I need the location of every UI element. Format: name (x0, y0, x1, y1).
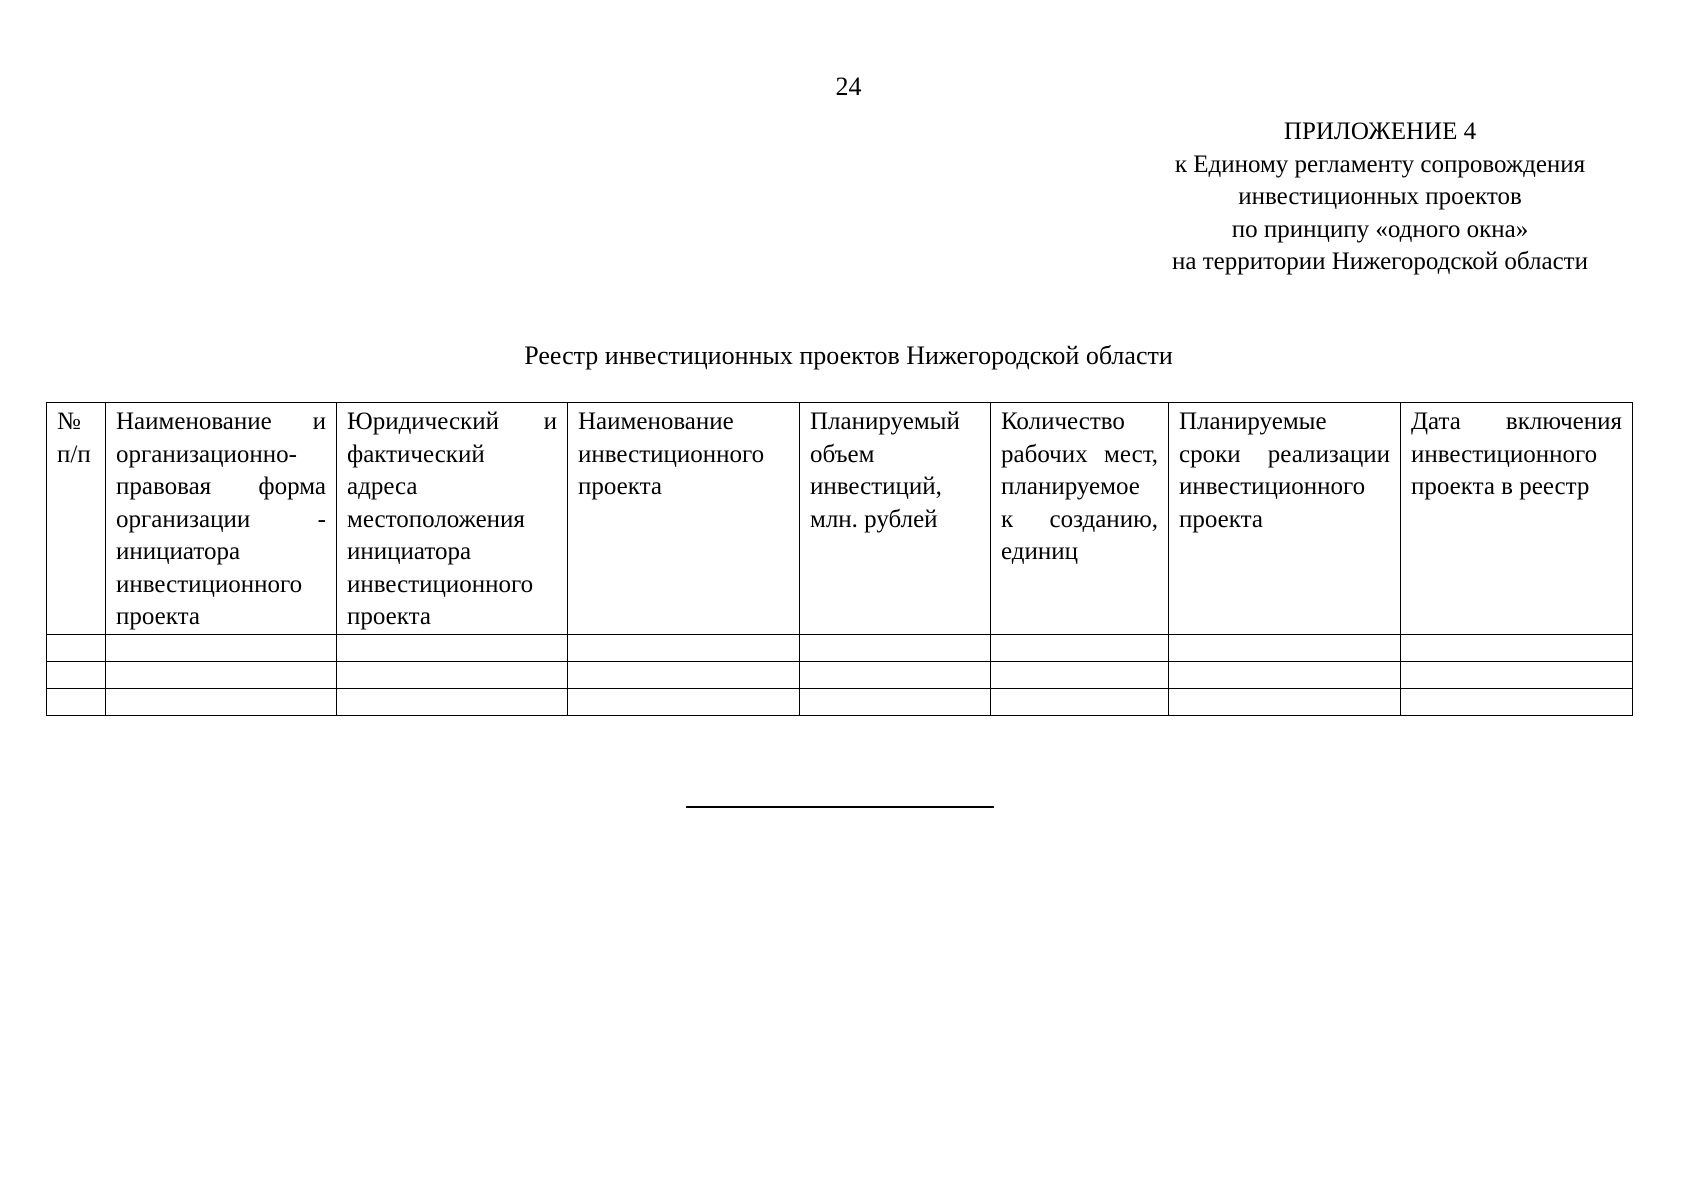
table-cell (47, 688, 106, 715)
table-cell (568, 634, 800, 661)
table-cell (991, 661, 1169, 688)
appendix-header (1085, 116, 1675, 279)
column-header-address: Юридический и фактический адреса местоположения инициатора инвестиционного проекта (337, 403, 568, 635)
table-row (47, 661, 1633, 688)
table-cell (991, 688, 1169, 715)
table-cell (106, 688, 337, 715)
appendix-line: инвестиционных проектов (1238, 183, 1522, 210)
end-of-document-line (686, 806, 994, 808)
column-header-inclusion-date: Дата включения инвестиционного проекта в реестр (1401, 403, 1633, 635)
table-cell (800, 634, 991, 661)
table-cell (337, 661, 568, 688)
table-cell (337, 688, 568, 715)
table-cell (568, 661, 800, 688)
appendix-line: на территории Нижегородской области (1171, 248, 1588, 275)
registry-table (46, 402, 1633, 716)
table-cell (991, 634, 1169, 661)
table-header-row (47, 403, 1633, 635)
table-cell (1401, 661, 1633, 688)
column-header-investment-volume: Планируемый объем инвестиций, млн. рублей (800, 403, 991, 635)
table-row (47, 634, 1633, 661)
column-header-number: № п/п (47, 403, 106, 635)
table-row (47, 688, 1633, 715)
column-header-jobs: Количество рабочих мест, планируемое к созданию, единиц (991, 403, 1169, 635)
table-cell (800, 661, 991, 688)
table-cell (800, 688, 991, 715)
table-cell (106, 661, 337, 688)
page-number: 24 (835, 72, 862, 101)
table-cell (1169, 661, 1401, 688)
appendix-line: по принципу «одного окна» (1231, 215, 1529, 243)
table-cell (337, 634, 568, 661)
appendix-line: к Единому регламенту сопровождения (1174, 150, 1586, 178)
table-cell (47, 661, 106, 688)
appendix-title: ПРИЛОЖЕНИЕ 4 (1283, 118, 1477, 145)
table-cell (1169, 634, 1401, 661)
table-cell (106, 634, 337, 661)
table-cell (47, 634, 106, 661)
column-header-project-name: Наименование инвестиционного проекта (568, 403, 800, 635)
table-cell (1169, 688, 1401, 715)
table-cell (1401, 688, 1633, 715)
column-header-timeline: Планируемые сроки реализации инвестиционного проекта (1169, 403, 1401, 635)
table-cell (1401, 634, 1633, 661)
document-title: Реестр инвестиционных проектов Нижегородской области (524, 341, 1173, 370)
column-header-organization: Наименование и организационно-правовая форма организации - инициатора инвестиционного проекта (106, 403, 337, 635)
table-cell (568, 688, 800, 715)
